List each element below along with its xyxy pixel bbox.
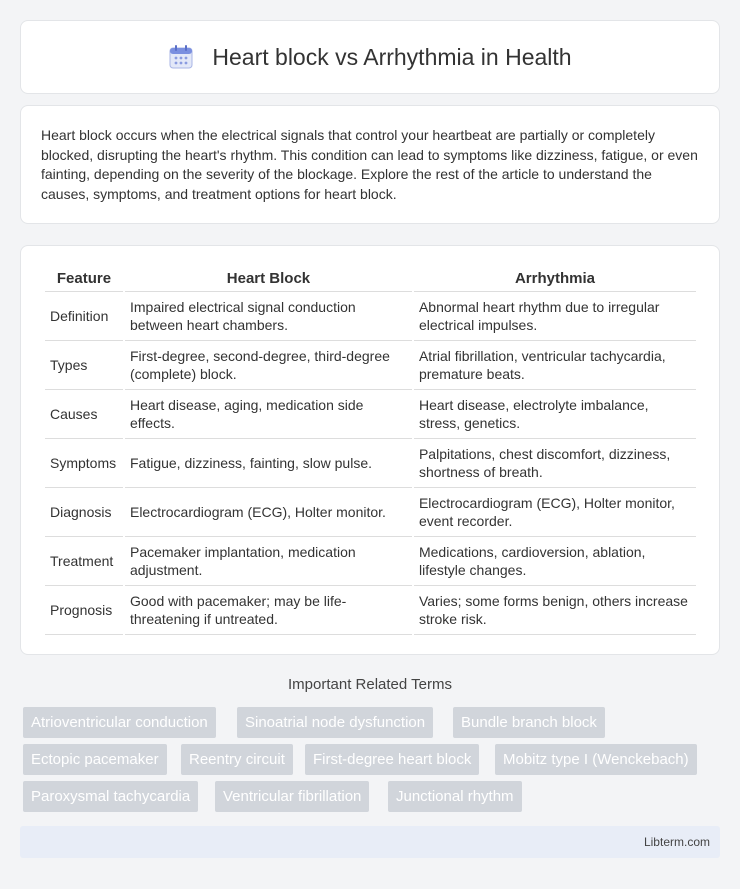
related-term-tag[interactable]: Junctional rhythm bbox=[388, 781, 522, 812]
table-header-row bbox=[45, 266, 696, 292]
intro-text: Heart block occurs when the electrical signals that control your heartbeat are partially or completely blocked, disrupting the heart's rhythm. This condition can lead to symptoms like dizziness, fatigue, or even fainting, depending on the severity of the blockage. Explore the rest of the article to understand the causes, symptoms, and treatment options for heart block. bbox=[41, 127, 698, 202]
arrhythmia-cell: Abnormal heart rhythm due to irregular electrical impulses. bbox=[414, 292, 696, 341]
feature-cell: Types bbox=[45, 341, 123, 390]
feature-cell: Prognosis bbox=[45, 586, 123, 635]
arrhythmia-cell: Electrocardiogram (ECG), Holter monitor, event recorder. bbox=[414, 488, 696, 537]
table-row bbox=[45, 390, 696, 439]
table-row bbox=[45, 586, 696, 635]
table-row bbox=[45, 488, 696, 537]
related-terms-title: Important Related Terms bbox=[288, 676, 452, 693]
heart-block-cell: Electrocardiogram (ECG), Holter monitor. bbox=[125, 488, 412, 537]
table-row bbox=[45, 292, 696, 341]
feature-cell: Diagnosis bbox=[45, 488, 123, 537]
related-term-tag[interactable]: Mobitz type I (Wenckebach) bbox=[495, 744, 697, 775]
table-row bbox=[45, 537, 696, 586]
table-row bbox=[45, 341, 696, 390]
intro-card bbox=[20, 105, 720, 224]
heart-block-cell: Good with pacemaker; may be life-threatening if untreated. bbox=[125, 586, 412, 635]
arrhythmia-cell: Varies; some forms benign, others increase stroke risk. bbox=[414, 586, 696, 635]
related-term-tag[interactable]: Ventricular fibrillation bbox=[215, 781, 369, 812]
heart-block-cell: Impaired electrical signal conduction between heart chambers. bbox=[125, 292, 412, 341]
column-header-arrhythmia: Arrhythmia bbox=[414, 266, 696, 292]
related-term-tag[interactable]: Ectopic pacemaker bbox=[23, 744, 167, 775]
feature-cell: Symptoms bbox=[45, 439, 123, 488]
title-card bbox=[20, 20, 720, 94]
column-header-heart-block: Heart Block bbox=[125, 266, 412, 292]
table-row bbox=[45, 439, 696, 488]
heart-block-cell: First-degree, second-degree, third-degree (complete) block. bbox=[125, 341, 412, 390]
footer-site-link[interactable]: Libterm.com bbox=[643, 835, 710, 849]
page-title: Heart block vs Arrhythmia in Health bbox=[212, 43, 572, 70]
calendar-icon bbox=[168, 44, 194, 70]
feature-cell: Causes bbox=[45, 390, 123, 439]
related-term-tag[interactable]: First-degree heart block bbox=[305, 744, 479, 775]
comparison-table bbox=[43, 266, 698, 635]
related-term-tag[interactable]: Bundle branch block bbox=[453, 707, 605, 738]
arrhythmia-cell: Palpitations, chest discomfort, dizziness, shortness of breath. bbox=[414, 439, 696, 488]
column-header-feature: Feature bbox=[45, 266, 123, 292]
arrhythmia-cell: Atrial fibrillation, ventricular tachycardia, premature beats. bbox=[414, 341, 696, 390]
footer bbox=[20, 826, 720, 858]
related-term-tag[interactable]: Atrioventricular conduction bbox=[23, 707, 216, 738]
related-term-tag[interactable]: Sinoatrial node dysfunction bbox=[237, 707, 433, 738]
feature-cell: Definition bbox=[45, 292, 123, 341]
heart-block-cell: Fatigue, dizziness, fainting, slow pulse. bbox=[125, 439, 412, 488]
arrhythmia-cell: Heart disease, electrolyte imbalance, stress, genetics. bbox=[414, 390, 696, 439]
heart-block-cell: Pacemaker implantation, medication adjustment. bbox=[125, 537, 412, 586]
feature-cell: Treatment bbox=[45, 537, 123, 586]
comparison-table-card bbox=[20, 245, 720, 655]
heart-block-cell: Heart disease, aging, medication side effects. bbox=[125, 390, 412, 439]
arrhythmia-cell: Medications, cardioversion, ablation, lifestyle changes. bbox=[414, 537, 696, 586]
related-term-tag[interactable]: Reentry circuit bbox=[181, 744, 293, 775]
related-term-tag[interactable]: Paroxysmal tachycardia bbox=[23, 781, 198, 812]
